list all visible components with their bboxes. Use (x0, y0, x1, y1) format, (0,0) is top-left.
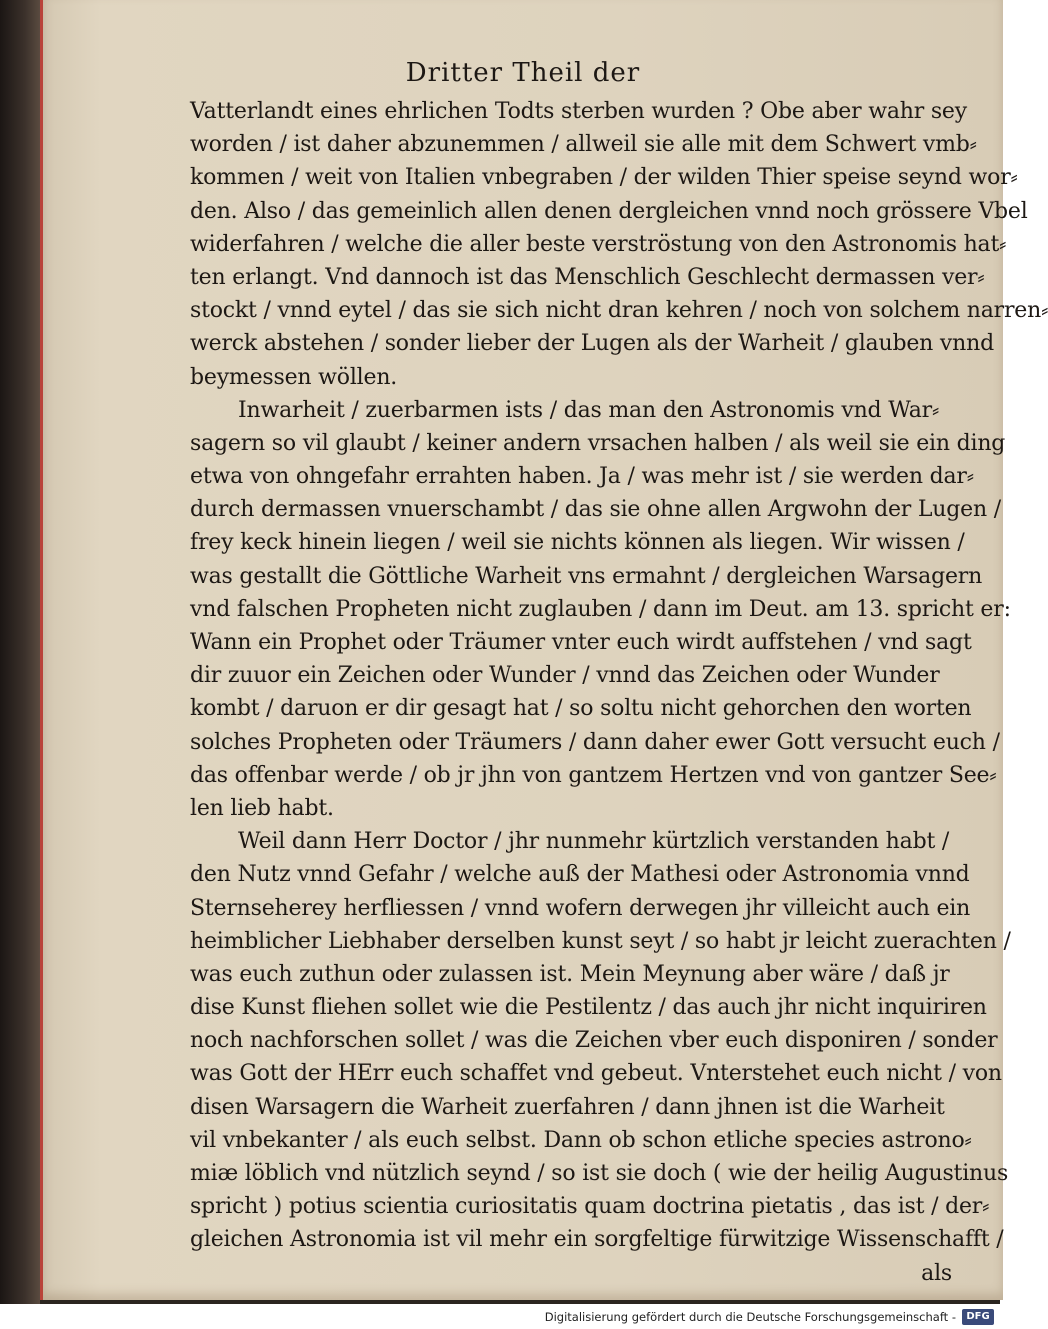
text-line: frey keck hinein liegen / weil sie nichts können als liegen. Wir wissen / (190, 530, 965, 556)
text-line: Weil dann Herr Doctor / jhr nunmehr kürtzlich verstanden habt / (238, 829, 950, 855)
text-line: Wann ein Prophet oder Träumer vnter euch wirdt auffstehen / vnd sagt (190, 630, 972, 655)
text-line: Sternseherey herfliessen / vnnd wofern derwegen jhr villeicht auch ein (190, 895, 971, 921)
text-line: noch nachforschen sollet / was die Zeichen vber euch disponiren / sonder (190, 1028, 998, 1054)
book-gutter (0, 0, 40, 1304)
text-line: was Gott der HErr euch schaffet vnd gebeut. Vnterstehet euch nicht / von (190, 1061, 1002, 1087)
text-line: vil vnbekanter / als euch selbst. Dann ob schon etliche species astrono⸗ (190, 1127, 972, 1153)
catchword: als (921, 1260, 952, 1286)
text-line: spricht ) potius scientia curiositatis quam doctrina pietatis , das ist / der⸗ (190, 1194, 990, 1220)
text-line: was euch zuthun oder zulassen ist. Mein Meynung aber wäre / daß jr (190, 961, 950, 987)
dfg-logo: DFG (962, 1309, 994, 1325)
text-line: den. Also / das gemeinlich allen denen dergleichen vnnd noch grössere Vbel (190, 198, 1028, 224)
text-line: was gestallt die Göttliche Warheit vns ermahnt / dergleichen Warsagern (190, 563, 983, 589)
text-line: kommen / weit von Italien vnbegraben / der wilden Thier speise seynd wor⸗ (190, 165, 1018, 191)
text-line: dir zuuor ein Zeichen oder Wunder / vnnd das Zeichen oder Wunder (190, 663, 940, 689)
text-line: vnd falschen Propheten nicht zuglauben / dann im Deut. am 13. spricht er: (190, 596, 1011, 622)
text-line: disen Warsagern die Warheit zuerfahren / dann jhnen ist die Warheit (190, 1094, 945, 1120)
text-line: etwa von ohngefahr errahten haben. Ja / was mehr ist / sie werden dar⸗ (190, 464, 974, 490)
text-line: kombt / daruon er dir gesagt hat / so soltu nicht gehorchen den worten (190, 696, 972, 722)
running-head: Dritter Theil der (405, 58, 641, 88)
text-line: gleichen Astronomia ist vil mehr ein sorgfeltige fürwitzige Wissenschafft / (190, 1227, 1004, 1253)
text-line: beymessen wöllen. (190, 364, 398, 390)
text-line: worden / ist daher abzunemmen / allweil sie alle mit dem Schwert vmb⸗ (190, 132, 977, 158)
text-line: Vatterlandt eines ehrlichen Todts sterben wurden ? Obe aber wahr sey (190, 99, 967, 124)
text-line: dise Kunst fliehen sollet wie die Pestilentz / das auch jhr nicht inquiriren (190, 995, 987, 1021)
text-line: stockt / vnnd eytel / das sie sich nicht dran kehren / noch von solchem narren⸗ (190, 298, 1048, 324)
text-line: heimblicher Liebhaber derselben kunst seyt / so habt jr leicht zuerachten / (190, 928, 1011, 954)
text-line: den Nutz vnnd Gefahr / welche auß der Mathesi oder Astronomia vnnd (190, 862, 970, 888)
text-line: len lieb habt. (190, 795, 334, 821)
text-line: durch dermassen vnuerschambt / das sie ohne allen Argwohn der Lugen / (190, 497, 1001, 523)
text-line: miæ löblich vnd nützlich seynd / so ist sie doch ( wie der heilig Augustinus (190, 1161, 1009, 1186)
text-line: widerfahren / welche die aller beste verströstung von den Astronomis hat⸗ (190, 231, 1007, 257)
text-line: Inwarheit / zuerbarmen ists / das man den Astronomis vnd War⸗ (238, 397, 940, 423)
footer (0, 1306, 1000, 1329)
text-line: solches Propheten oder Träumers / dann daher ewer Gott versucht euch / (190, 729, 1000, 755)
text-line: sagern so vil glaubt / keiner andern vrsachen halben / als weil sie ein ding (190, 430, 1006, 456)
footer-credit: Digitalisierung gefördert durch die Deutsche Forschungsgemeinschaft - (544, 1310, 956, 1324)
text-line: werck abstehen / sonder lieber der Lugen als der Warheit / glauben vnnd (190, 331, 994, 357)
body-text (190, 95, 1048, 1290)
text-line: ten erlangt. Vnd dannoch ist das Menschlich Geschlecht dermassen ver⸗ (190, 264, 985, 290)
text-line: das offenbar werde / ob jr jhn von gantzem Hertzen vnd von gantzer See⸗ (190, 762, 997, 788)
